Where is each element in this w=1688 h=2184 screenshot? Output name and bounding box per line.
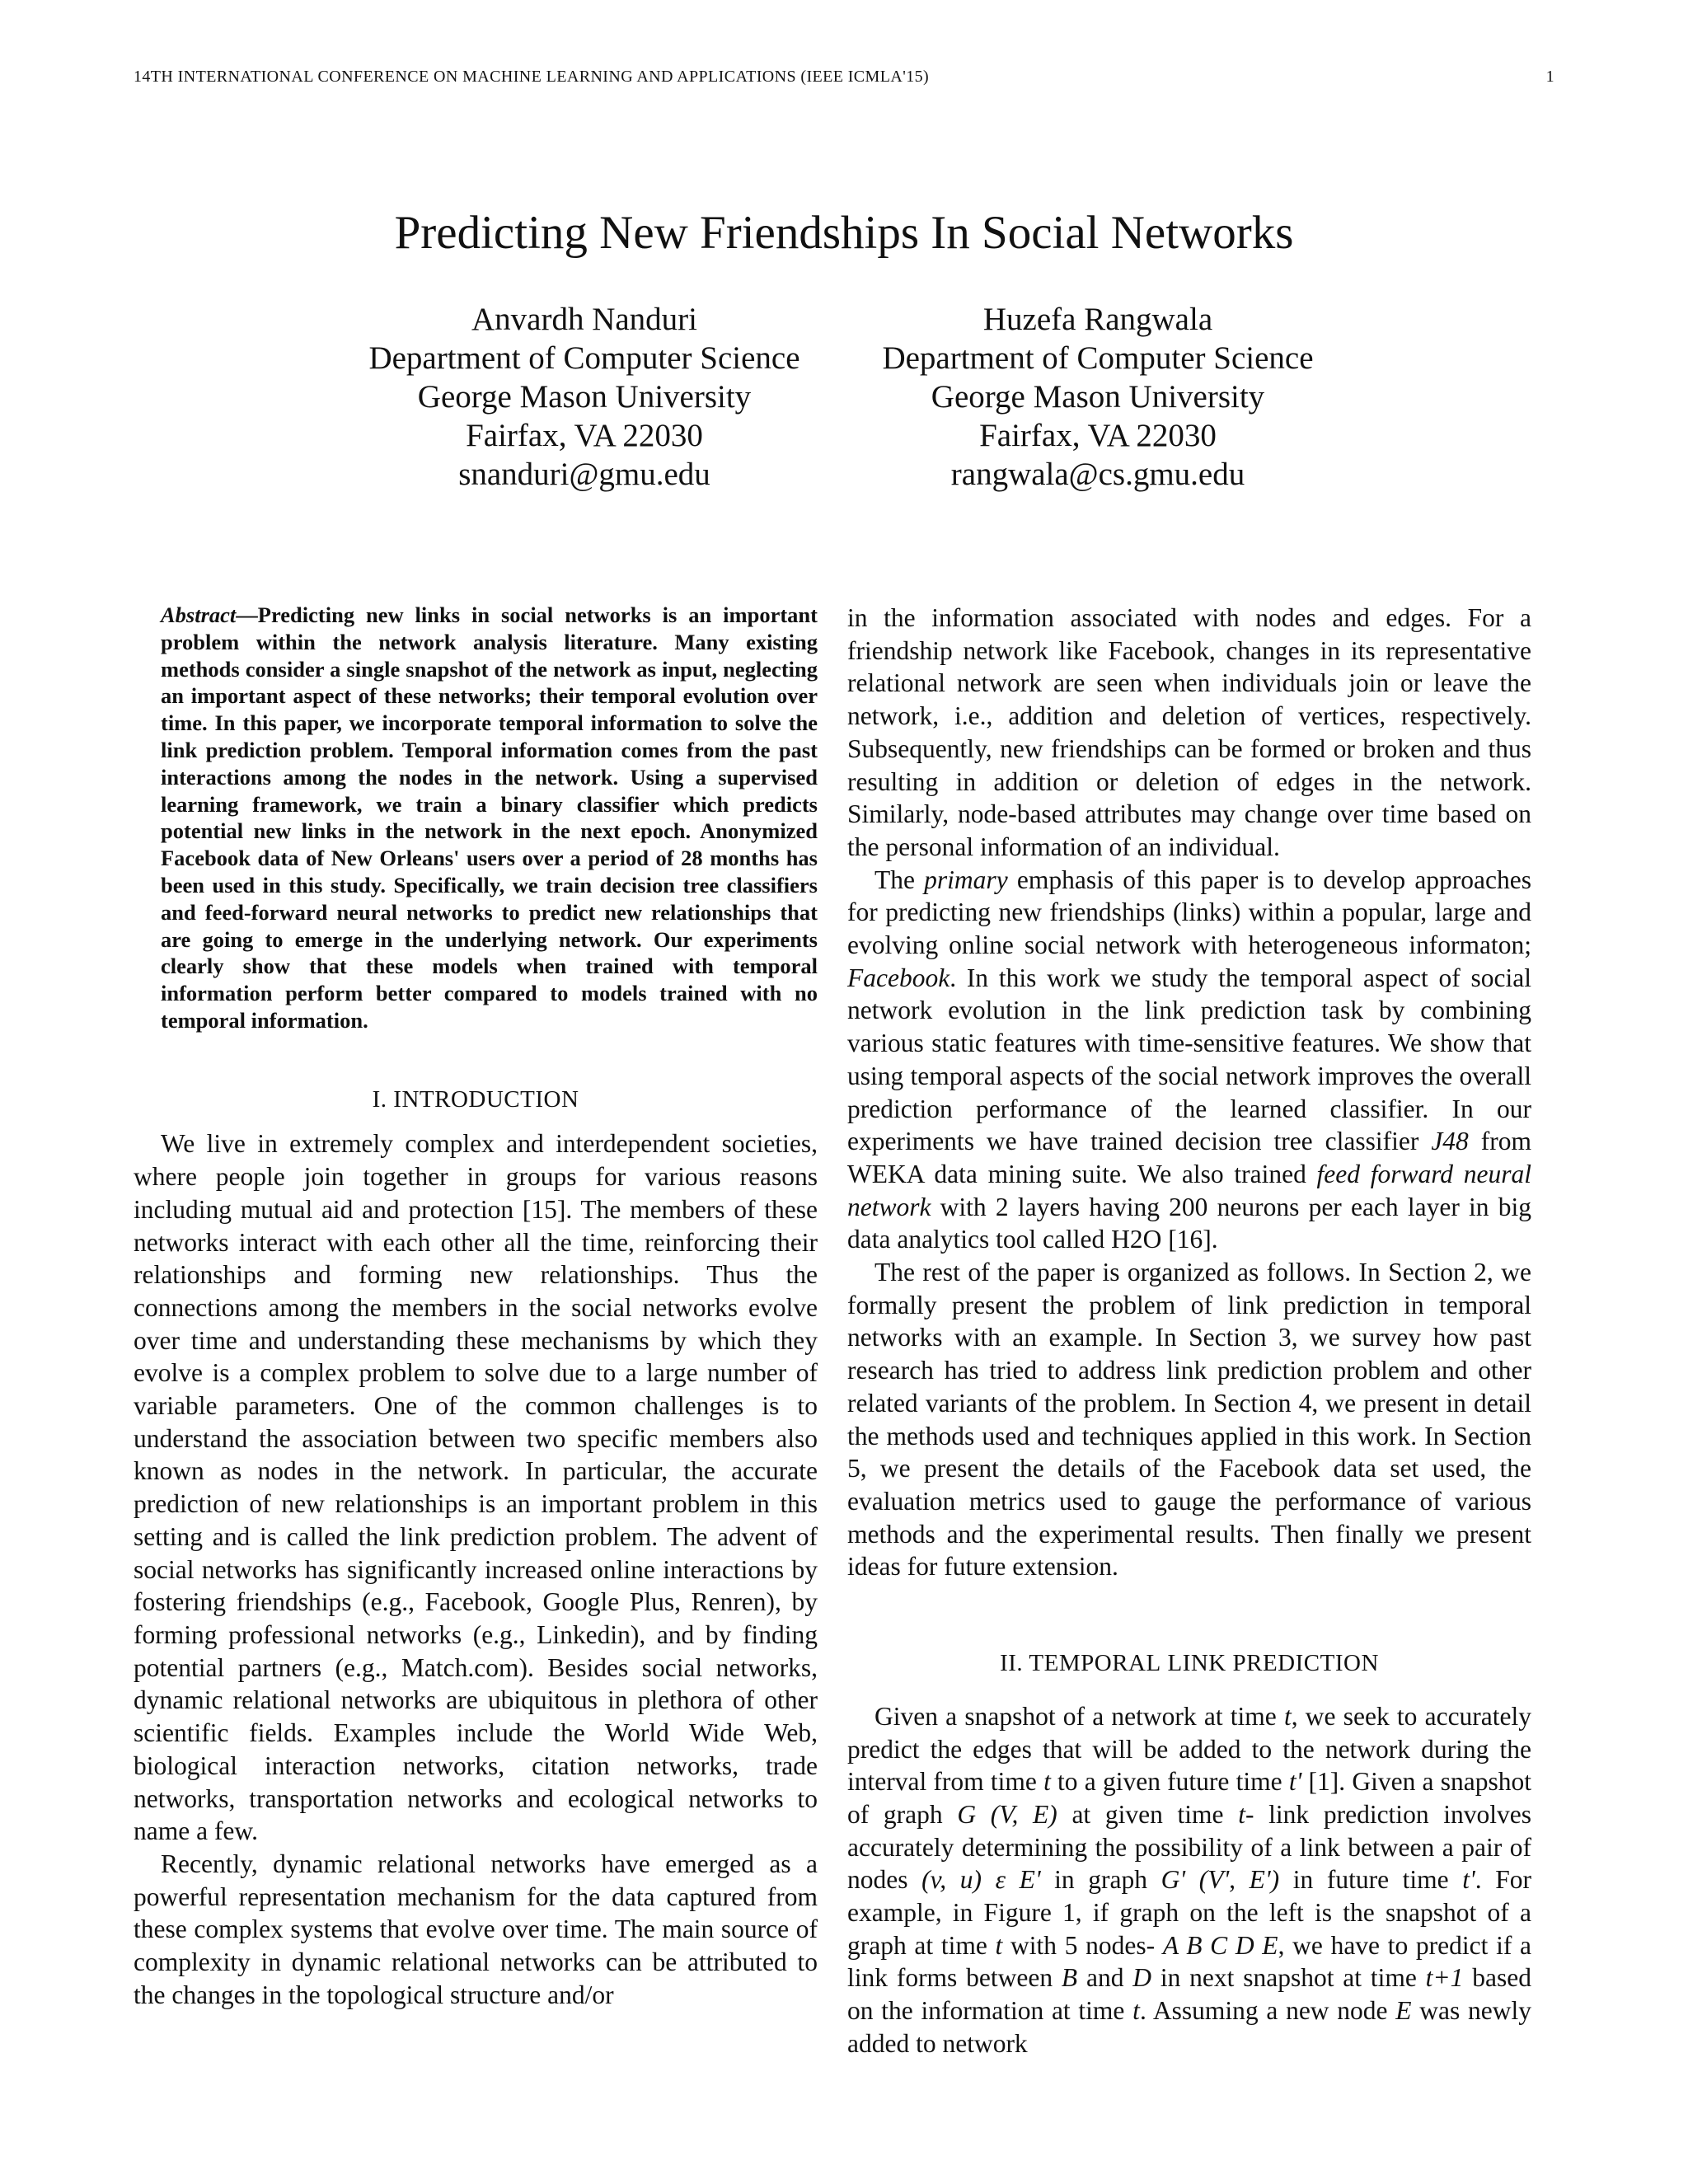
paper-title: Predicting New Friendships In Social Networks	[394, 207, 1294, 259]
section-1-title-rest: NTRODUCTION	[401, 1085, 579, 1113]
abstract-text: Predicting new links in social networks is an important problem within the network analysis literature. Many existing methods consider a single snapshot of the network as input, neglecting an important aspect of these networks; their temporal evolution over time. In this paper, we incorporate temporal information to solve the link prediction problem. Temporal information comes from the past interactions among the nodes in the network. Using a supervised learning framework, we train a binary classifier which predicts potential new links in the network in the next epoch. Anonymized Facebook data of New Orleans' users over a period of 28 months has been used in this study. Specifically, we train decision tree classifiers and feed-forward neural networks to predict new relationships that are going to emerge in the underlying network. Our experiments clearly show that these models when trained with temporal information perform better compared to models trained with no temporal information.	[161, 602, 818, 1033]
author-email: snanduri@gmu.edu	[458, 457, 710, 492]
emphasis-primary: primary	[924, 865, 1008, 894]
conference-name: 14TH INTERNATIONAL CONFERENCE ON MACHINE LEARNING AND APPLICATIONS (IEEE ICMLA'15)	[134, 68, 930, 86]
author-name: Anvardh Nanduri	[471, 302, 697, 337]
author-department: Department of Computer Science	[368, 340, 800, 376]
author-location: Fairfax, VA 22030	[979, 418, 1217, 453]
emphasis-facebook: Facebook	[847, 963, 950, 992]
author-block-1	[329, 300, 840, 494]
author-department: Department of Computer Science	[882, 340, 1314, 376]
intro-paragraph-1: We live in extremely complex and interdependent societies, where people join together in groups for various reasons including mutual aid and protection [15]. The members of these networks interact with each other all the time, reinforcing their relationships and forming new relationships. Thus the connections among the members in the social networks evolve over time and understanding these mechanisms by which they evolve is a complex problem to solve due to a large number of variable parameters. One of the common challenges is to understand the association between two specific members also known as nodes in the network. In particular, the accurate prediction of new relationships is an important problem in this setting and is called the link prediction problem. The advent of social networks has significantly increased online interactions by fostering friendships (e.g., Facebook, Google Plus, Renren), by forming professional networks (e.g., Linkedin), and by finding potential partners (e.g., Match.com). Besides social networks, dynamic relational networks are ubiquitous in plethora of other scientific fields. Examples include the World Wide Web, biological interaction networks, citation networks, trade networks, transportation networks and ecological networks to name a few.	[134, 1129, 818, 1846]
abstract-dash: —	[236, 602, 258, 627]
section-1-numeral: I.	[372, 1085, 387, 1113]
author-university: George Mason University	[931, 379, 1265, 415]
section-2-paragraph-1: Given a snapshot of a network at time t, we seek to accurately predict the edges that will be added to the network during the interval from time t to a given future time t' [1]. Given a snapshot of graph G (V, E) at given time t- link prediction involves accurately determining the possibility of a link between a pair of nodes (v, u) ε E' in graph G' (V', E') in future time t'. For example, in Figure 1, if graph on the left is the snapshot of a graph at time t with 5 nodes- A B C D E, we have to predict if a link forms between B and D in next snapshot at time t+1 based on the information at time t. Assuming a new node E was newly added to network	[847, 1701, 1532, 2058]
emphasis-j48: J48	[1431, 1127, 1469, 1156]
intro-paragraph-2-continued: in the information associated with nodes and edges. For a friendship network like Facebook, changes in its representative relational network are seen when individuals join or leave the network, i.e., addition and deletion of vertices, respectively. Subsequently, new friendships can be formed or broken and thus resulting in addition or deletion of edges in the network. Similarly, node-based attributes may change over time based on the personal information of an individual.	[847, 603, 1531, 861]
right-column	[847, 602, 1531, 2060]
author-university: George Mason University	[417, 379, 752, 415]
left-column	[134, 602, 818, 2011]
section-2-numeral: II.	[1000, 1650, 1024, 1677]
emphasis-ffnn: feed forward neural network	[847, 1159, 1531, 1221]
author-location: Fairfax, VA 22030	[466, 418, 703, 453]
author-name: Huzefa Rangwala	[982, 302, 1213, 337]
section-2-heading: II. TEMPORAL LINK PREDICTION	[1000, 1650, 1379, 1677]
section-1-heading	[134, 1084, 818, 1117]
abstract	[134, 602, 818, 1034]
abstract-label: Abstract	[161, 602, 237, 627]
author-block-2	[842, 300, 1353, 494]
intro-paragraph-2: Recently, dynamic relational networks have emerged as a powerful representation mechanism for the data captured from these complex systems that evolve over time. The main source of complexity in dynamic relational networks can be attributed to the changes in the topological structure and/or	[134, 1849, 818, 2009]
page-number: 1	[1545, 68, 1554, 86]
section-1-title-first: I	[393, 1085, 402, 1113]
author-email: rangwala@cs.gmu.edu	[950, 457, 1245, 492]
intro-paragraph-3: The primary emphasis of this paper is to develop approaches for predicting new friendships (links) within a popular, large and evolving online social network with heterogeneous informaton; Facebook. In this work we study the temporal aspect of social network evolution in the link prediction task by combining various static features with time-sensitive features. We show that using temporal aspects of the social network improves the overall prediction performance of the learned classifier. In our experiments we have trained decision tree classifier J48 from WEKA data mining suite. We also trained feed forward neural network with 2 layers having 200 neurons per each layer in big data analytics tool called H2O [16].	[847, 865, 1532, 1254]
running-header	[134, 68, 1554, 87]
intro-paragraph-4: The rest of the paper is organized as follows. In Section 2, we formally present the problem of link prediction in temporal networks with an example. In Section 3, we survey how past research has tried to address link prediction problem and other related variants of the problem. In Section 4, we present in detail the methods used and techniques applied in this work. In Section 5, we present the details of the Facebook data set used, the evaluation metrics used to gauge the performance of various methods and the experimental results. Then finally we present ideas for future extension.	[847, 1258, 1531, 1582]
